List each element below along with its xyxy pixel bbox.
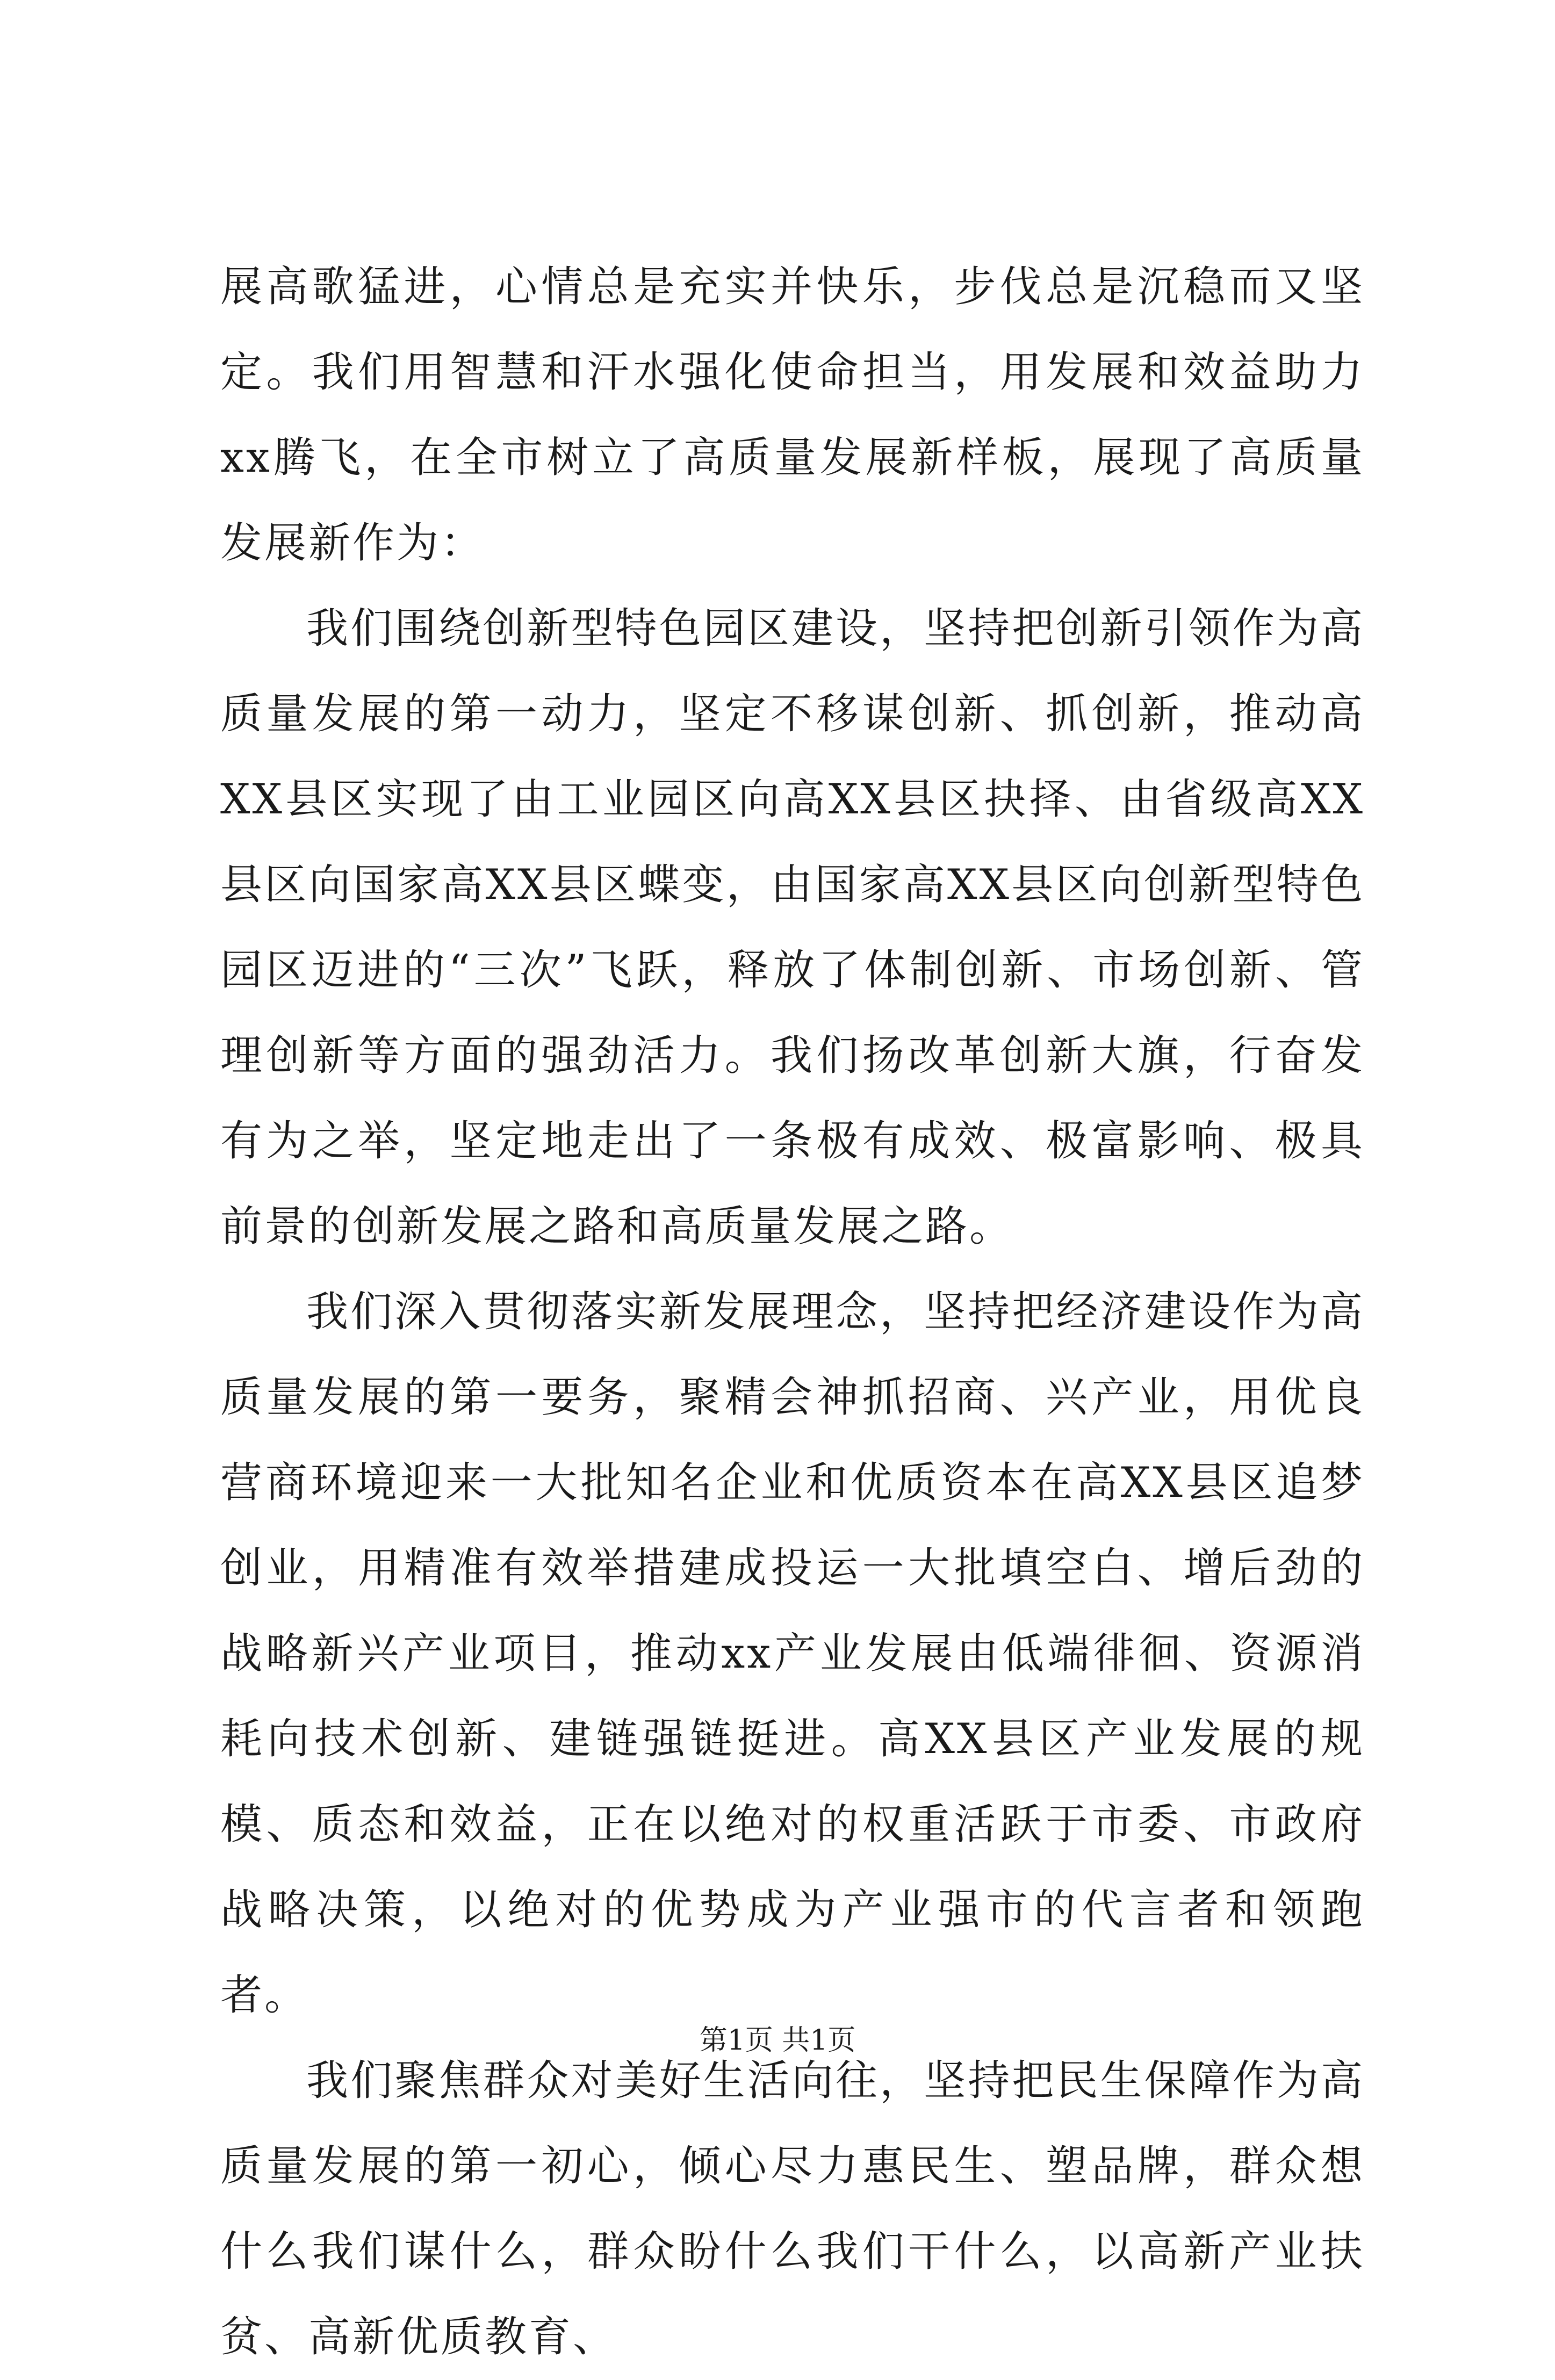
paragraph-continuation: 展高歌猛进，心情总是充实并快乐，步伐总是沉稳而又坚定。我们用智慧和汗水强化使命担当，用发展和效益助力xx腾飞，在全市树立了高质量发展新样板，展现了高质量发展新作为：	[220, 263, 1365, 567]
paragraph-economy: 我们深入贯彻落实新发展理念，坚持把经济建设作为高质量发展的第一要务，聚精会神抓招商、兴产业，用优良营商环境迎来一大批知名企业和优质资本在高XX县区追梦创业，用精准有效举措建成投运一大批填空白、增后劲的战略新兴产业项目，推动xx产业发展由低端徘徊、资源消耗向技术创新、建链强链挺进。高XX县区产业发展的规模、质态和效益，正在以绝对的权重活跃于市委、市政府战略决策，以绝对的优势成为产业强市的代言者和领跑者。	[220, 1288, 1365, 2020]
document-body	[220, 244, 1365, 2380]
paragraph-livelihood: 我们聚焦群众对美好生活向往，坚持把民生保障作为高质量发展的第一初心，倾心尽力惠民生、塑品牌，群众想什么我们谋什么，群众盼什么我们干什么，以高新产业扶贫、高新优质教育、	[220, 2057, 1365, 2361]
page-footer: 第1页 共1页	[699, 2024, 856, 2057]
paragraph-innovation: 我们围绕创新型特色园区建设，坚持把创新引领作为高质量发展的第一动力，坚定不移谋创新、抓创新，推动高XX县区实现了由工业园区向高XX县区抉择、由省级高XX县区向国家高XX县区蝶变，由国家高XX县区向创新型特色园区迈进的“三次”飞跃，释放了体制创新、市场创新、管理创新等方面的强劲活力。我们扬改革创新大旗，行奋发有为之举，坚定地走出了一条极有成效、极富影响、极具前景的创新发展之路和高质量发展之路。	[220, 604, 1365, 1251]
